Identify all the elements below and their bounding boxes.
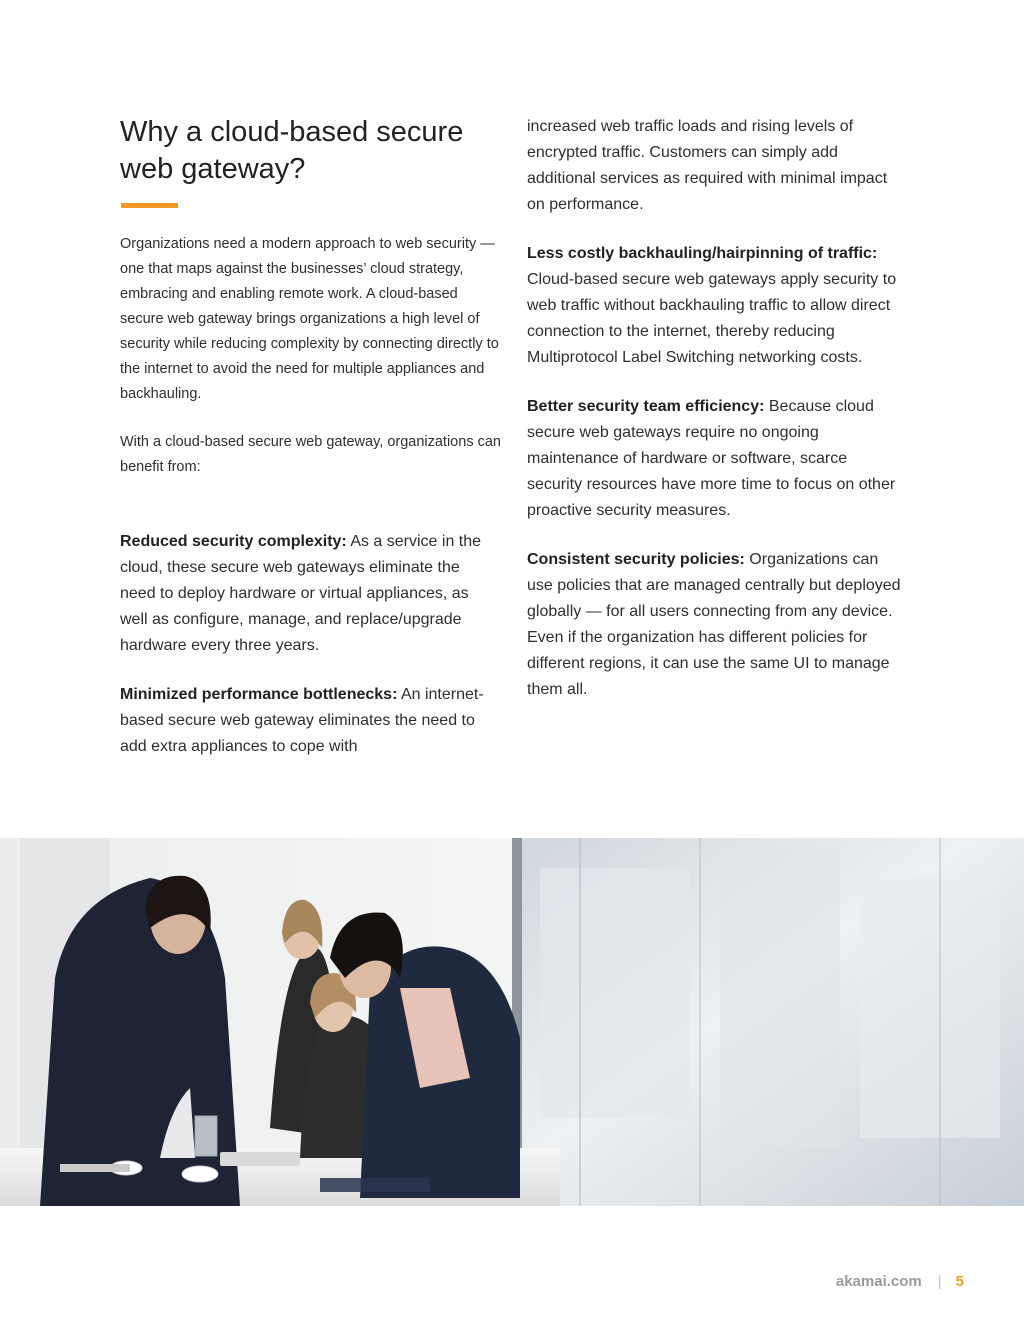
benefit-reduced-complexity xyxy=(120,529,495,659)
benefit-text: As a service in the cloud, these secure web gateways eliminate the need to deploy hardware or virtual appliances, as well as configure, manage, and replace/upgrade hardware every three years. xyxy=(120,533,482,654)
benefit-title: Less costly backhauling/hairpinning of traffic: xyxy=(527,245,878,262)
page-heading: Why a cloud-based secure web gateway? xyxy=(120,116,464,185)
page-number: 5 xyxy=(955,1273,964,1290)
benefit-consistent-policies xyxy=(527,547,902,703)
continuation-paragraph: increased web traffic loads and rising levels of encrypted traffic. Customers can simply add additional services as required with minimal impact on performance. xyxy=(527,118,888,213)
office-team-photo xyxy=(0,838,1024,1206)
benefit-text: An internet-based secure web gateway eliminates the need to add extra appliances to cope with xyxy=(120,686,484,755)
right-column xyxy=(527,114,902,726)
benefit-title: Consistent security policies: xyxy=(527,551,745,568)
benefit-text: Cloud-based secure web gateways apply security to web traffic without backhauling traffic to allow direct connection to the internet, thereby reducing Multiprotocol Label Switching networking costs. xyxy=(527,271,897,366)
footer-separator: | xyxy=(937,1273,942,1290)
benefit-minimized-bottlenecks xyxy=(120,682,495,760)
benefit-title: Minimized performance bottlenecks: xyxy=(120,686,398,703)
benefit-title: Reduced security complexity: xyxy=(120,533,347,550)
benefit-less-costly-backhauling xyxy=(527,241,902,371)
footer-site-link[interactable]: akamai.com xyxy=(835,1273,922,1290)
left-column-benefits xyxy=(120,529,495,783)
intro-lead-in: With a cloud-based secure web gateway, organizations can benefit from: xyxy=(120,434,501,475)
heading-accent-rule xyxy=(121,203,178,208)
benefit-text: Organizations can use policies that are managed centrally but deployed globally — for all users connecting from any device. Even if the organization has different policies for different regions, it can use the same UI to manage them all. xyxy=(527,551,901,698)
page-footer xyxy=(836,1271,964,1293)
benefit-team-efficiency xyxy=(527,394,902,524)
benefit-title: Better security team efficiency: xyxy=(527,398,765,415)
intro-section xyxy=(120,232,505,503)
intro-paragraph: Organizations need a modern approach to web security — one that maps against the businesses’ cloud strategy, embracing and enabling remote work. A cloud-based secure web gateway brings organizations a high level of security while reducing complexity by connecting directly to the internet to avoid the need for multiple appliances and backhauling. xyxy=(120,236,499,402)
benefit-text: Because cloud secure web gateways require no ongoing maintenance of hardware or software, scarce security resources have more time to focus on other proactive security measures. xyxy=(527,398,896,519)
